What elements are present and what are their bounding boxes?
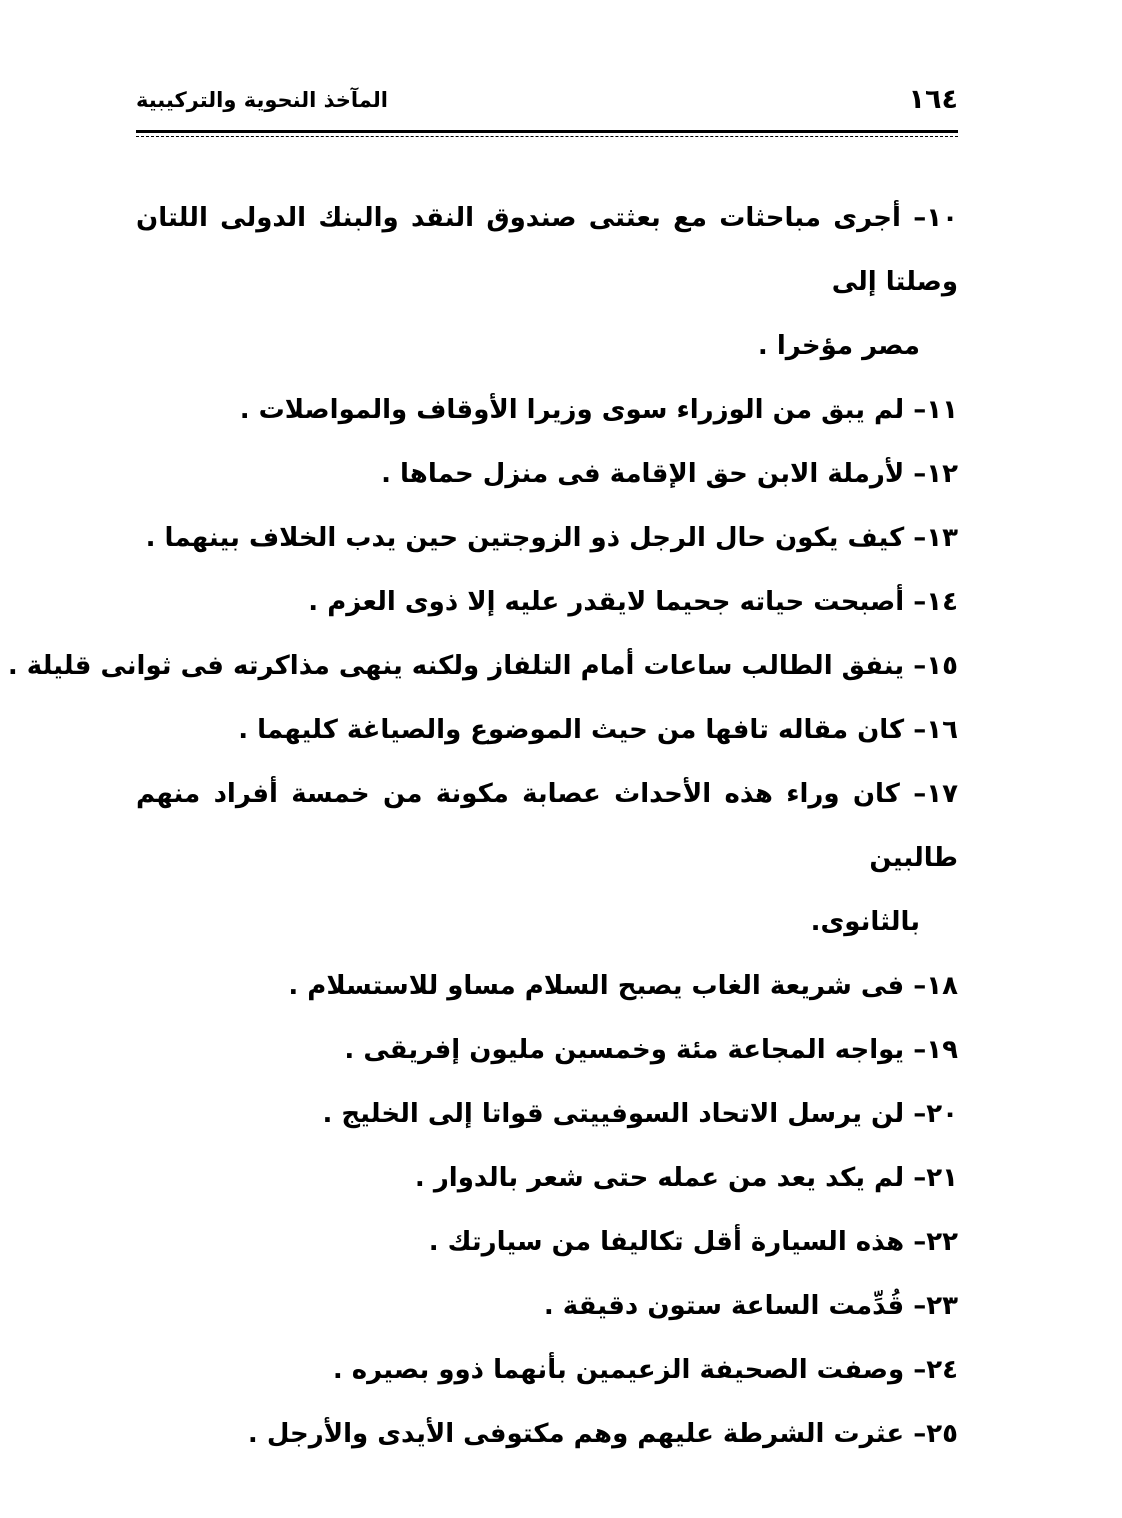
item-number: ١٨– bbox=[913, 971, 958, 1001]
page-header bbox=[136, 82, 958, 122]
item-text: ينفق الطالب ساعات أمام التلفاز ولكنه ينهى مذاكرته فى ثوانى قليلة . bbox=[7, 651, 905, 681]
exercise-item bbox=[136, 1082, 958, 1146]
item-text: يواجه المجاعة مئة وخمسين مليون إفريقى . bbox=[344, 1035, 905, 1065]
item-number: ١٧– bbox=[913, 779, 959, 809]
exercise-item bbox=[136, 1146, 958, 1210]
exercise-item bbox=[136, 570, 958, 634]
item-text: هذه السيارة أقل تكاليفا من سيارتك . bbox=[428, 1227, 905, 1257]
exercise-list bbox=[7, 186, 959, 1466]
exercise-item bbox=[136, 1402, 958, 1466]
item-text: كان مقاله تافها من حيث الموضوع والصياغة كليهما . bbox=[238, 715, 905, 745]
item-text: لم يبق من الوزراء سوى وزيرا الأوقاف والمواصلات . bbox=[239, 395, 905, 425]
exercise-item bbox=[136, 1018, 958, 1082]
item-continuation: مصر مؤخرا . bbox=[757, 331, 920, 361]
item-number: ٢٣– bbox=[913, 1291, 958, 1321]
exercise-item bbox=[136, 698, 958, 762]
exercise-item bbox=[136, 762, 958, 954]
item-number: ٢٤– bbox=[913, 1355, 958, 1385]
item-number: ١١– bbox=[913, 395, 958, 425]
item-number: ١٦– bbox=[913, 715, 958, 745]
item-number: ٢١– bbox=[913, 1163, 958, 1193]
exercise-item bbox=[7, 634, 958, 698]
page-number: ١٦٤ bbox=[908, 84, 958, 115]
running-title: المآخذ النحوية والتركيبية bbox=[136, 88, 388, 112]
exercise-item bbox=[136, 378, 958, 442]
item-number: ٢٥– bbox=[913, 1419, 958, 1449]
item-continuation: بالثانوى. bbox=[810, 907, 920, 937]
item-text: وصفت الصحيفة الزعيمين بأنهما ذوو بصيره . bbox=[332, 1355, 905, 1385]
exercise-item bbox=[136, 954, 958, 1018]
item-text: لأرملة الابن حق الإقامة فى منزل حماها . bbox=[381, 459, 905, 489]
item-number: ١٠– bbox=[913, 203, 958, 233]
exercise-item bbox=[136, 1338, 958, 1402]
header-divider-dashed bbox=[136, 136, 958, 137]
item-number: ١٤– bbox=[913, 587, 958, 617]
exercise-item bbox=[136, 1210, 958, 1274]
item-text: عثرت الشرطة عليهم وهم مكتوفى الأيدى والأرجل . bbox=[247, 1419, 905, 1449]
item-text: أجرى مباحثات مع بعثتى صندوق النقد والبنك الدولى اللتان وصلتا إلى bbox=[136, 203, 958, 297]
item-number: ٢٢– bbox=[913, 1227, 958, 1257]
item-text: لم يكد يعد من عمله حتى شعر بالدوار . bbox=[414, 1163, 905, 1193]
exercise-item bbox=[136, 442, 958, 506]
item-number: ١٩– bbox=[913, 1035, 958, 1065]
exercise-item bbox=[136, 506, 958, 570]
item-number: ٢٠– bbox=[913, 1099, 958, 1129]
item-text: كان وراء هذه الأحداث عصابة مكونة من خمسة أفراد منهم طالبين bbox=[136, 779, 958, 873]
item-text: لن يرسل الاتحاد السوفييتى قواتا إلى الخليج . bbox=[322, 1099, 905, 1129]
item-number: ١٥– bbox=[913, 651, 958, 681]
item-number: ١٣– bbox=[913, 523, 958, 553]
item-number: ١٢– bbox=[913, 459, 958, 489]
exercise-item bbox=[136, 1274, 958, 1338]
item-text: قُدِّمت الساعة ستون دقيقة . bbox=[543, 1291, 905, 1321]
item-text: كيف يكون حال الرجل ذو الزوجتين حين يدب الخلاف بينهما . bbox=[145, 523, 905, 553]
exercise-item bbox=[136, 186, 958, 378]
header-divider bbox=[136, 130, 958, 133]
item-text: فى شريعة الغاب يصبح السلام مساو للاستسلام . bbox=[288, 971, 905, 1001]
item-text: أصبحت حياته جحيما لايقدر عليه إلا ذوى العزم . bbox=[308, 587, 905, 617]
